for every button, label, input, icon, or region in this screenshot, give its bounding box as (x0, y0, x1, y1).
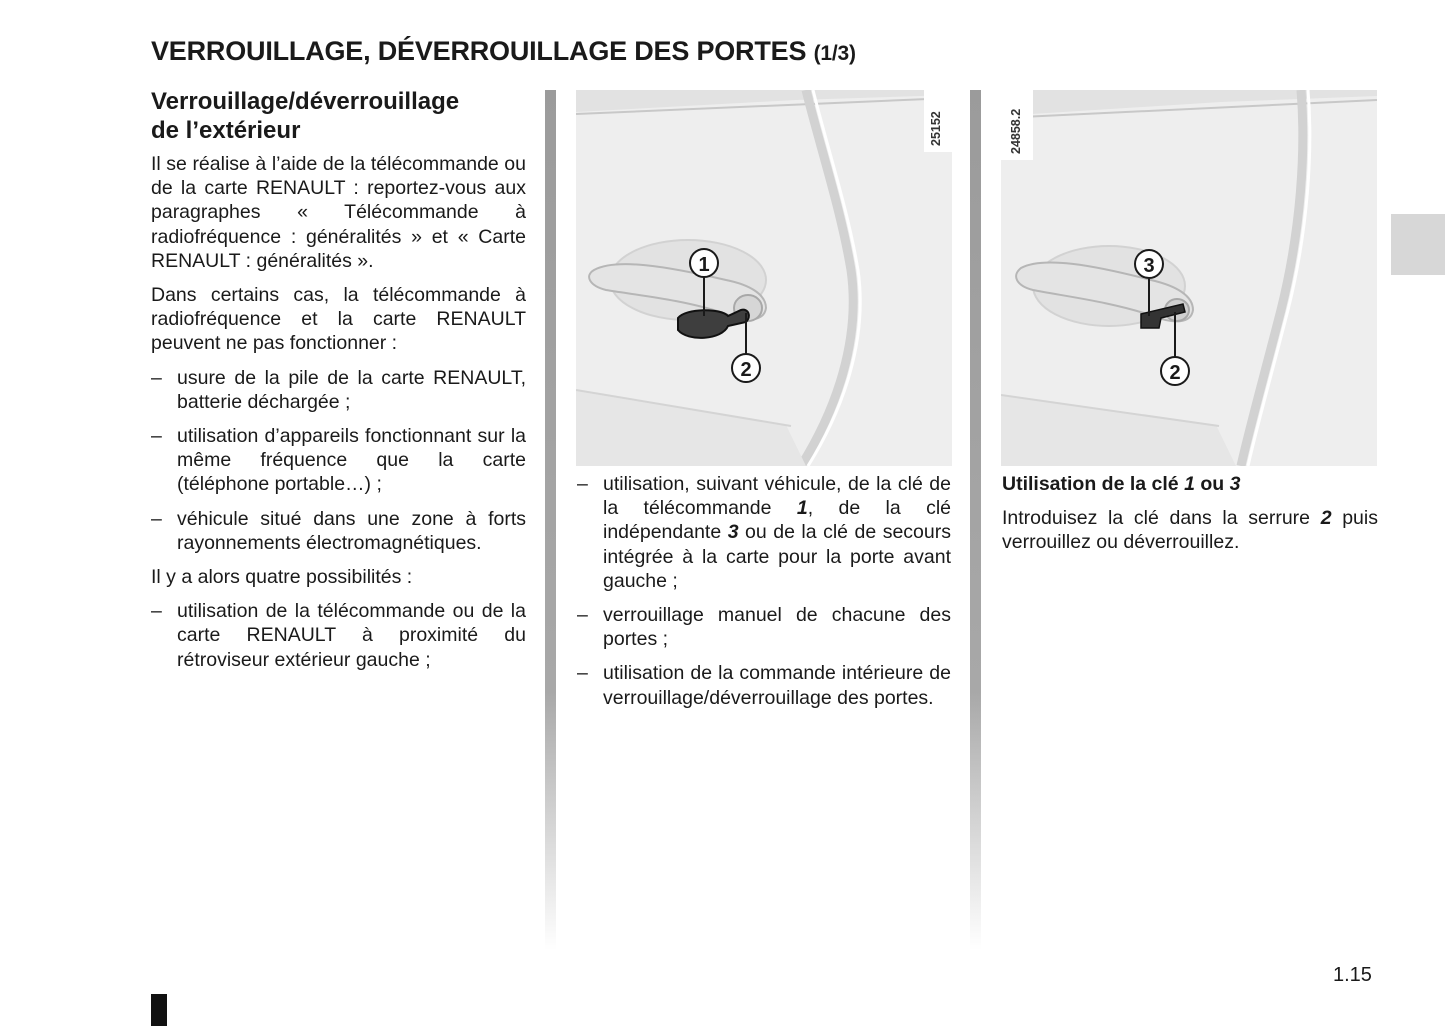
intro-paragraph: Il se réalise à l’aide de la télécommande ou de la carte RENAULT : reportez-vous aux paragraphes « Télécommande à radiofréquence : généralités » et « Carte RENAULT : généralités ». (151, 153, 526, 272)
list-item: – utilisation de la télécommande ou de la carte RENAULT à proximité du rétroviseur extérieur gauche ; (151, 600, 526, 671)
part-indicator: (1/3) (813, 42, 856, 65)
column-divider (970, 90, 981, 950)
list-item: – usure de la pile de la carte RENAULT, batterie déchargée ; (151, 366, 526, 413)
column-right (1002, 472, 1378, 565)
chapter-tab (1391, 214, 1445, 275)
door-illustration (576, 90, 952, 466)
cases-intro: Dans certains cas, la télécommande à radiofréquence et la carte RENAULT peuvent ne pas fonctionner : (151, 284, 526, 355)
list-item: – véhicule situé dans une zone à forts rayonnements électromagnétiques. (151, 507, 526, 554)
list-item: – utilisation de la commande intérieure de verrouillage/déverrouillage des portes. (577, 662, 951, 709)
door-illustration (1001, 90, 1377, 466)
options-intro: Il y a alors quatre possibilités : (151, 566, 413, 589)
figure-reference: 25152 (929, 111, 943, 146)
door-handle-figure-remote-key (576, 90, 952, 466)
page-title: VERROUILLAGE, DÉVERROUILLAGE DES PORTES (1/3) (151, 36, 856, 66)
callout-2: 2 (1169, 362, 1181, 384)
figure-caption: Utilisation de la clé 1 ou 3 (1002, 473, 1241, 495)
corner-mark (151, 994, 167, 1026)
door-handle-figure-independent-key (1001, 90, 1377, 466)
list-item: – utilisation d’appareils fonctionnant sur la même fréquence que la carte (téléphone portable…) ; (151, 425, 526, 496)
caption-text: Introduisez la clé dans la serrure 2 puis verrouillez ou déverrouillez. (1002, 507, 1378, 554)
callout-3: 3 (1143, 255, 1155, 277)
column-left (151, 88, 526, 682)
column-middle (577, 472, 951, 720)
cases-list (151, 366, 526, 555)
section-heading: Verrouillage/déverrouillage de l’extérieur (151, 88, 460, 144)
column-divider (545, 90, 556, 950)
list-item: – utilisation, suivant véhicule, de la clé de la télécommande 1, de la clé indépendante 3 ou de la clé de secours intégrée à la carte pour la porte avant gauche ; (577, 473, 952, 592)
options-list-continued (577, 472, 951, 710)
page-number: 1.15 (1333, 964, 1372, 986)
callout-2: 2 (740, 359, 752, 381)
figure-reference: 24858.2 (1009, 108, 1023, 154)
options-list (151, 599, 526, 672)
list-item: – verrouillage manuel de chacune des portes ; (577, 604, 951, 651)
callout-1: 1 (698, 254, 710, 276)
